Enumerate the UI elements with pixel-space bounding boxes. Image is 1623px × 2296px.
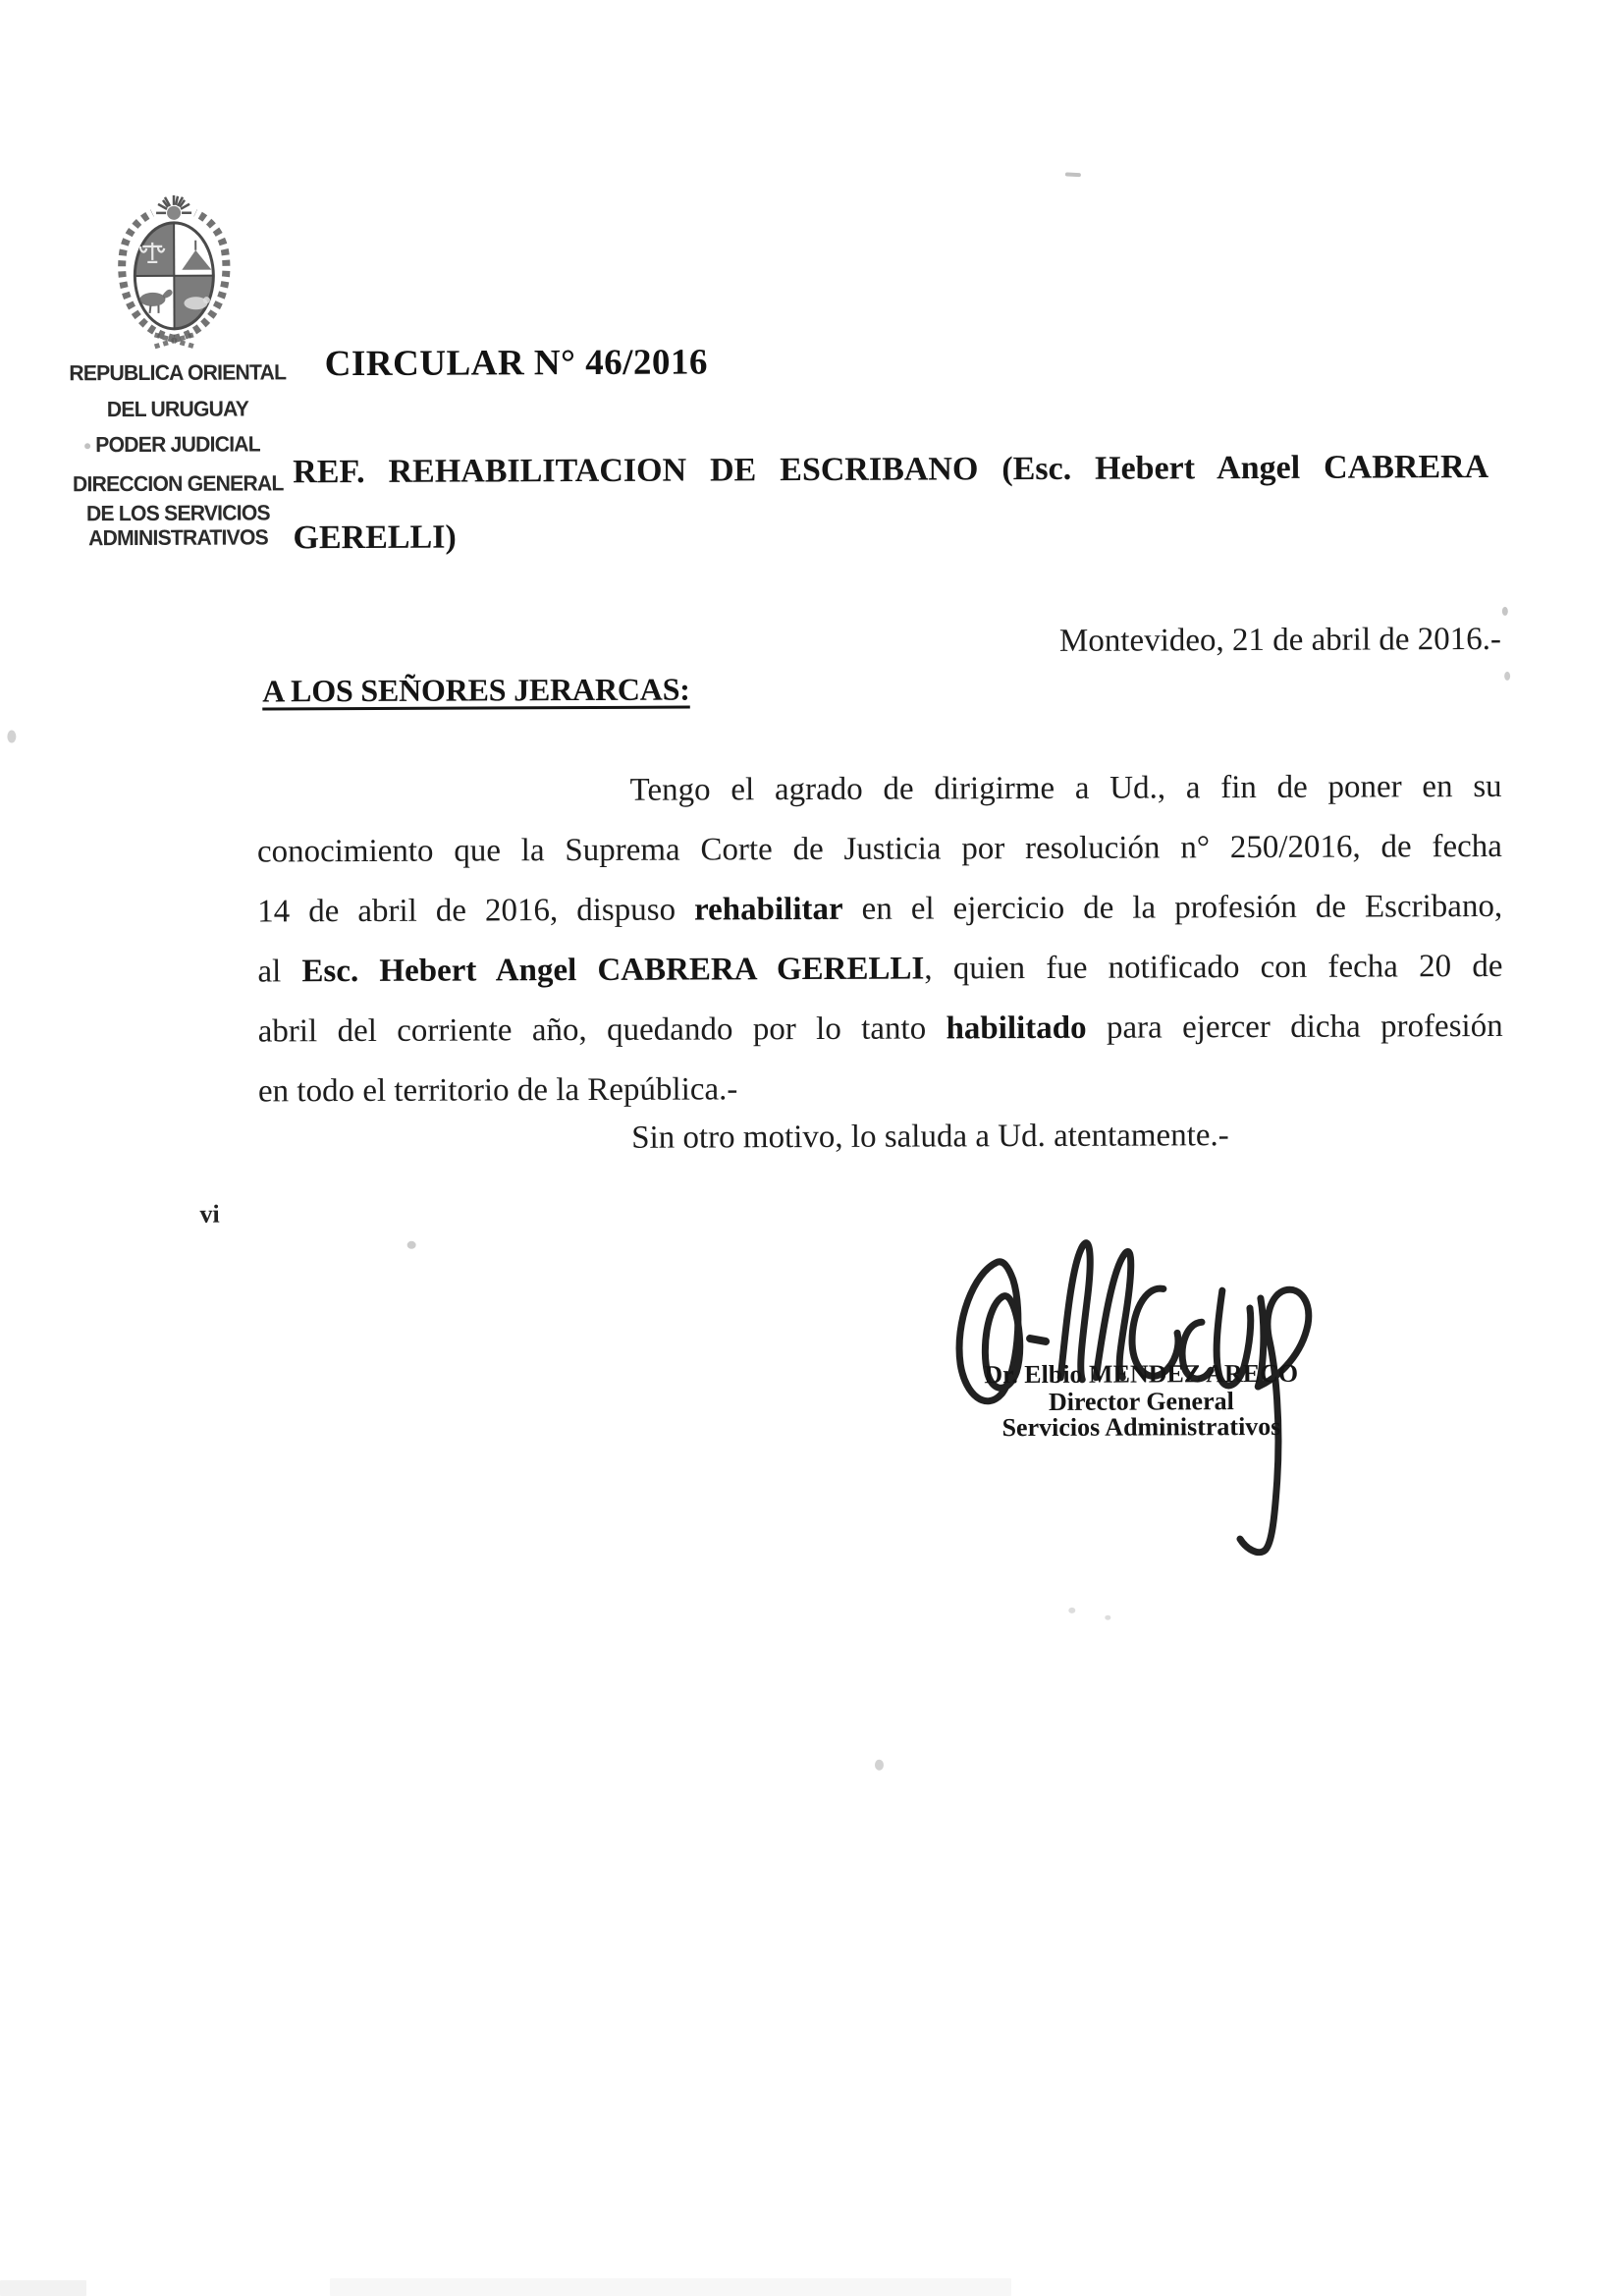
bold-emphasis-habilitado: habilitado xyxy=(946,1010,1087,1047)
body-line-6: en todo el territorio de la República.- xyxy=(257,1071,738,1110)
closing-line: Sin otro motivo, lo saluda a Ud. atentamente.- xyxy=(631,1118,1229,1156)
ref-subject-line1: REF. REHABILITACION DE ESCRIBANO (Esc. Hebert Angel CABRERA xyxy=(293,448,1489,491)
body-line-4 xyxy=(257,937,1502,1003)
salutation: A LOS SEÑORES JERARCAS: xyxy=(262,671,690,709)
body-line-1: Tengo el agrado de dirigirme a Ud., a fin de poner en su xyxy=(629,768,1502,808)
typist-initials: vi xyxy=(199,1199,220,1229)
org-line-direccion-general: DIRECCION GENERAL xyxy=(72,470,284,497)
bold-emphasis-rehabilitar: rehabilitar xyxy=(693,891,843,928)
org-line-del-uruguay: DEL URUGUAY xyxy=(106,396,249,422)
signer-name: Dr. Elbio MENDEZ ARECO xyxy=(984,1358,1299,1390)
body-line-5-text: abril del corriente año, quedando por lo tanto xyxy=(257,1011,947,1050)
scan-artifact xyxy=(1065,172,1081,177)
scan-artifact xyxy=(1105,1615,1110,1620)
handwritten-signature xyxy=(935,1228,1339,1578)
bold-emphasis-name: Esc. Hebert Angel CABRERA GERELLI xyxy=(301,951,925,990)
scan-edge-shadow xyxy=(0,2280,86,2296)
org-line-administrativos: ADMINISTRATIVOS xyxy=(88,524,268,551)
uruguay-coat-of-arms-icon xyxy=(107,188,242,352)
scan-artifact xyxy=(1502,607,1508,616)
body-paragraph xyxy=(257,757,1504,1122)
ref-subject-line2: GERELLI) xyxy=(293,519,457,557)
scan-artifact xyxy=(84,443,90,449)
body-line-4-text: al xyxy=(257,954,302,990)
org-line-poder-judicial: PODER JUDICIAL xyxy=(95,431,260,458)
body-line-2: conocimiento que la Suprema Corte de Justicia por resolución n° 250/2016, de fecha xyxy=(256,828,1502,870)
circular-number: CIRCULAR N° 46/2016 xyxy=(324,342,709,385)
dateline: Montevideo, 21 de abril de 2016.- xyxy=(1058,621,1502,659)
signer-title: Director General xyxy=(1048,1387,1234,1416)
body-line-5-text-b: para ejercer dicha profesión xyxy=(1086,1008,1503,1046)
org-line-de-los-servicios: DE LOS SERVICIOS xyxy=(85,500,270,526)
scan-artifact xyxy=(407,1241,416,1249)
body-line-3 xyxy=(257,877,1502,943)
body-line-5 xyxy=(258,997,1503,1063)
body-line-3-text-b: en el ejercicio de la profesión de Escribano, xyxy=(842,888,1503,927)
scan-artifact xyxy=(875,1760,884,1771)
scan-edge-shadow xyxy=(330,2278,1011,2296)
body-line-4-text-b: , quien fue notificado con fecha 20 de xyxy=(924,948,1503,987)
org-line-republica-oriental: REPUBLICA ORIENTAL xyxy=(69,359,287,386)
body-line-3-text: 14 de abril de 2016, dispuso xyxy=(257,892,695,930)
scan-artifact xyxy=(1068,1608,1075,1613)
signer-office: Servicios Administrativos xyxy=(1001,1411,1281,1443)
scan-artifact xyxy=(1504,672,1510,681)
scan-artifact xyxy=(7,731,16,743)
